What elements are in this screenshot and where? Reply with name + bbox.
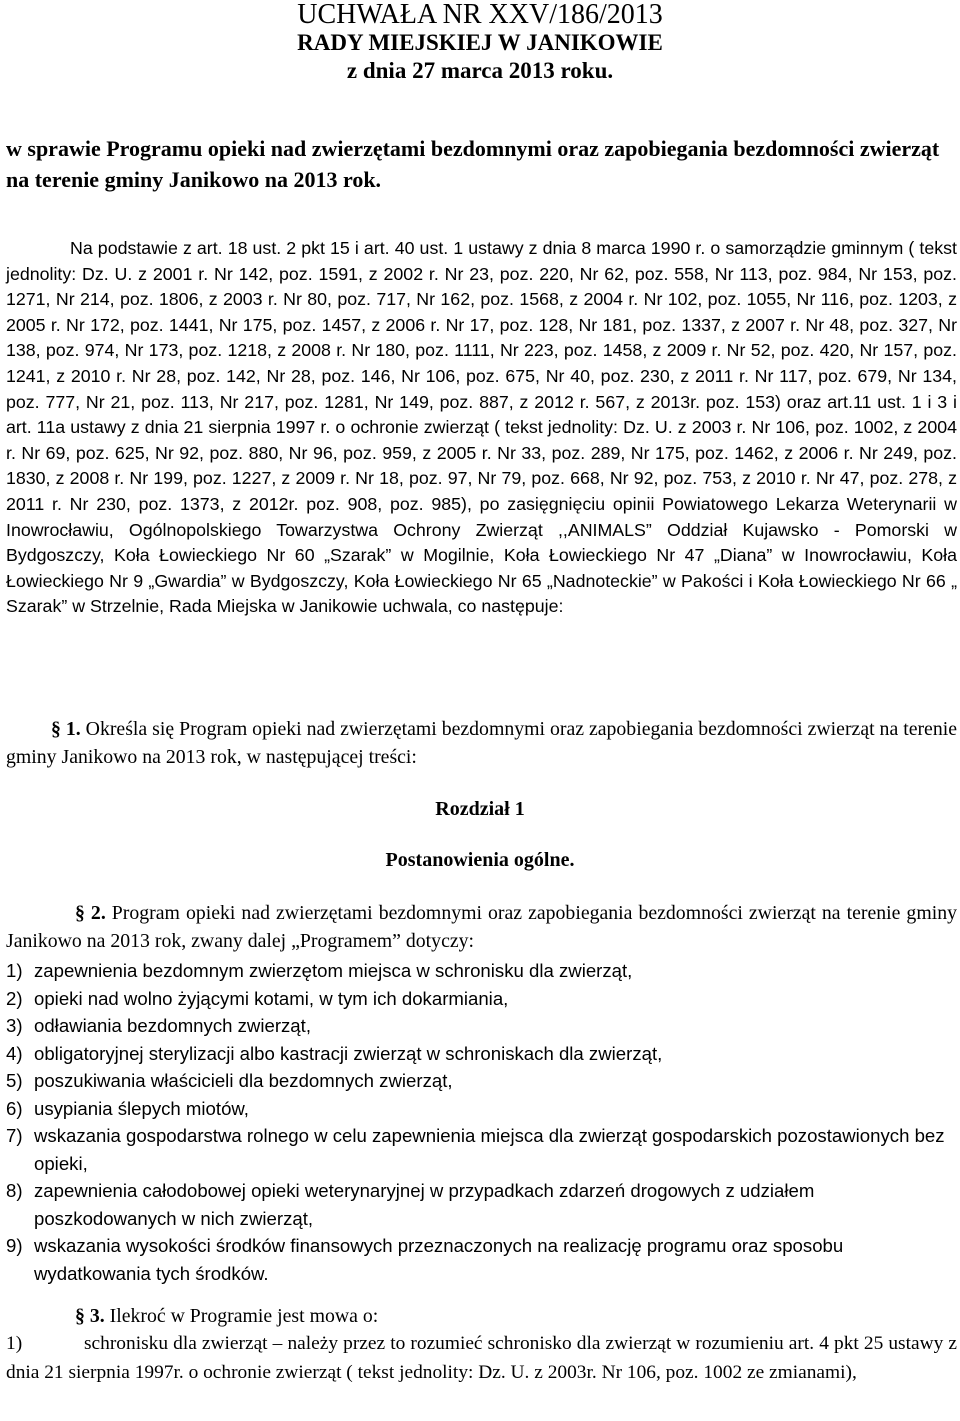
- chapter-subtitle: Postanowienia ogólne.: [385, 849, 575, 871]
- list-item-text: usypiania ślepych miotów,: [34, 1097, 249, 1119]
- resolution-subject: w sprawie Programu opieki nad zwierzętami bezdomnymi oraz zapobiegania bezdomności zwierząt na terenie gminy Janikowo na 2013 rok.: [6, 136, 940, 192]
- chapter-title: Rozdział 1: [435, 798, 525, 820]
- section-2-text: Program opieki nad zwierzętami bezdomnymi oraz zapobiegania bezdomności zwierząt na terenie gminy Janikowo na 2013 rok, zwany dalej „Programem” dotyczy:: [6, 902, 957, 952]
- section-2-paragraph: [6, 899, 957, 955]
- list-item-number: 2): [6, 987, 23, 1009]
- list-item-text: odławiania bezdomnych zwierząt,: [34, 1015, 311, 1036]
- list-item: [6, 1067, 957, 1095]
- list-item: [6, 1095, 957, 1123]
- list-item: [6, 1040, 957, 1068]
- list-item-number: 6): [6, 1097, 23, 1119]
- list-item-text: opieki nad wolno żyjącymi kotami, w tym ich dokarmiania,: [34, 987, 509, 1009]
- definition-1: [6, 1330, 957, 1387]
- council-name: RADY MIEJSKIEJ W JANIKOWIE: [297, 30, 663, 55]
- list-item-text: obligatoryjnej sterylizacji albo kastracji zwierząt w schroniskach dla zwierząt,: [34, 1042, 663, 1064]
- list-item-text: zapewnienia bezdomnym zwierzętom miejsca w schronisku dla zwierząt,: [34, 960, 633, 981]
- section-1-text: Określa się Program opieki nad zwierzętami bezdomnymi oraz zapobiegania bezdomności zwierząt na terenie gminy Janikowo na 2013 rok, w następującej treści:: [6, 718, 958, 768]
- definition-1-number: 1): [6, 1333, 23, 1354]
- section-3-number: § 3.: [75, 1305, 105, 1327]
- section-3-text: Ilekroć w Programie jest mowa o:: [104, 1305, 379, 1327]
- list-item: [6, 1232, 957, 1287]
- list-item-number: 5): [6, 1070, 23, 1091]
- list-item-text: zapewnienia całodobowej opieki weterynaryjnej w przypadkach zdarzeń drogowych z udziałem poszkodowanych w nich zwierząt,: [34, 1180, 815, 1229]
- section-1-number: § 1.: [51, 718, 81, 740]
- list-item-number: 1): [6, 960, 23, 981]
- resolution-number: UCHWAŁA NR XXV/186/2013: [297, 0, 663, 30]
- list-item-number: 3): [6, 1015, 23, 1036]
- list-item: [6, 985, 957, 1013]
- section-1-paragraph: [6, 715, 957, 771]
- list-item-text: poszukiwania właścicieli dla bezdomnych zwierząt,: [34, 1070, 453, 1091]
- list-item: [6, 1177, 957, 1232]
- list-item-number: 9): [6, 1235, 23, 1256]
- list-item-text: wskazania wysokości środków finansowych przeznaczonych na realizację programu oraz sposobu wydatkowania tych środków.: [34, 1235, 844, 1284]
- list-item-text: wskazania gospodarstwa rolnego w celu zapewnienia miejsca dla zwierząt gospodarskich pozostawionych bez opieki,: [34, 1125, 945, 1174]
- resolution-date: z dnia 27 marca 2013 roku.: [346, 58, 614, 83]
- list-item: [6, 1012, 957, 1040]
- list-item-number: 7): [6, 1125, 23, 1146]
- section-3-paragraph: [6, 1302, 957, 1330]
- list-item: [6, 1122, 957, 1177]
- list-item: [6, 957, 957, 985]
- list-item-number: 4): [6, 1042, 23, 1064]
- section-2-list: [6, 957, 957, 1287]
- list-item-number: 8): [6, 1180, 23, 1201]
- definition-1-text: schronisku dla zwierząt – należy przez to rozumieć schronisko dla zwierząt w rozumieniu art. 4 pkt 25 ustawy z dnia 21 sierpnia 1997r. o ochronie zwierząt ( tekst jednolity: Dz. U. z 2003r. Nr 106, poz. 1002 ze zmianami),: [6, 1333, 957, 1383]
- legal-basis-paragraph: Na podstawie z art. 18 ust. 2 pkt 15 i art. 40 ust. 1 ustawy z dnia 8 marca 1990 r. o samorządzie gminnym ( tekst jednolity: Dz. U. z 2001 r. Nr 142, poz. 1591, z 2002 r. Nr 23, poz. 220, Nr 62, poz. 558, Nr 113, poz. 984, Nr 153, poz. 1271, Nr 214, poz. 1806, z 2003 r. Nr 80, poz. 717, Nr 162, poz. 1568, z 2004 r. Nr 102, poz. 1055, Nr 116, poz. 1203, z 2005 r. Nr 172, poz. 1441, Nr 175, poz. 1457, z 2006 r. Nr 17, poz. 128, Nr 181, poz. 1337, z 2007 r. Nr 48, poz. 327, Nr 138, poz. 974, Nr 173, poz. 1218, z 2008 r. Nr 180, poz. 1111, Nr 223, poz. 1458, z 2009 r. Nr 52, poz. 420, Nr 157, poz. 1241, z 2010 r. Nr 28, poz. 142, Nr 28, poz. 146, Nr 106, poz. 675, Nr 40, poz. 230, z 2011 r. Nr 117, poz. 679, Nr 134, poz. 777, Nr 21, poz. 113, Nr 217, poz. 1281, Nr 149, poz. 887, z 2012 r. 567, z 2013r. poz. 153) oraz art.11 ust. 1 i 3 i art. 11a ustawy z dnia 21 sierpnia 1997 r. o ochronie zwierząt ( tekst jednolity: Dz. U. z 2003 r. Nr 106, poz. 1002, z 2004 r. Nr 69, poz. 625, Nr 92, poz. 880, Nr 96, poz. 959, z 2005 r. Nr 33, poz. 289, Nr 175, poz. 1462, z 2006 r. Nr 249, poz. 1830, z 2008 r. Nr 199, poz. 1227, z 2009 r. Nr 18, poz. 97, Nr 79, poz. 668, Nr 92, poz. 753, z 2010 r. Nr 47, poz. 278, z 2011 r. Nr 230, poz. 1373, z 2012r. poz. 908, poz. 985), po zasięgnięciu opinii Powiatowego Lekarza Weterynarii w Inowrocławiu, Ogólnopolskiego Towarzystwa Ochrony Zwierząt ,,ANIMALS” Oddział Kujawsko - Pomorski w Bydgoszczy, Koła Łowieckiego Nr 60 „Szarak” w Mogilnie, Koła Łowieckiego Nr 47 „Diana” w Inowrocławiu, Koła Łowieckiego Nr 9 „Gwardia” w Bydgoszczy, Koła Łowieckiego Nr 65 „Nadnoteckie” w Pakości i Koła Łowieckiego Nr 66 „ Szarak” w Strzelnie, Rada Miejska w Janikowie uchwala, co następuje:: [6, 238, 957, 617]
- section-2-number: § 2.: [75, 902, 106, 924]
